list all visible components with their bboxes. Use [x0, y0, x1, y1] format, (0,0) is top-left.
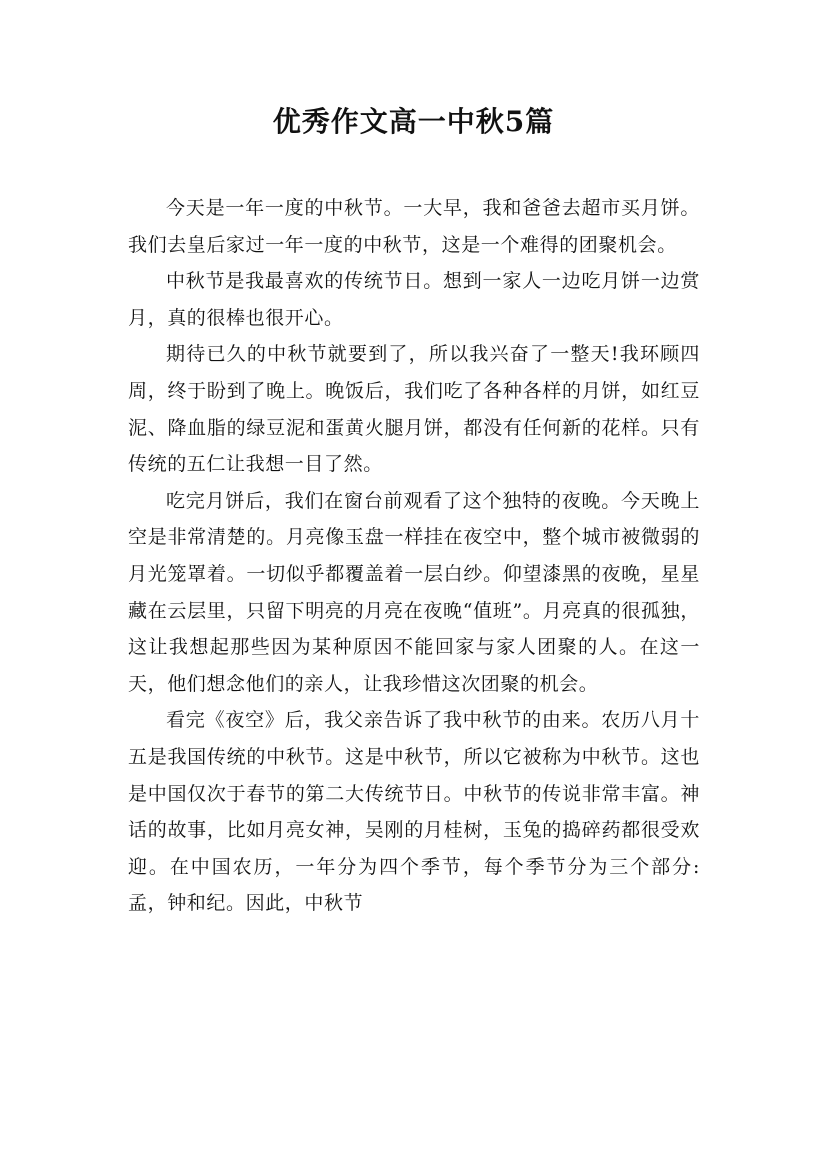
- document-title: 优秀作文高一中秋5篇: [272, 105, 555, 138]
- document-body: [128, 190, 700, 922]
- paragraph: 看完《夜空》后，我父亲告诉了我中秋节的由来。农历八月十五是我国传统的中秋节。这是中秋节，所以它被称为中秋节。这也是中国仅次于春节的第二大传统节日。中秋节的传说非常丰富。神话的故事，比如月亮女神，吴刚的月桂树，玉兔的捣碎药都很受欢迎。在中国农历，一年分为四个季节，每个季节分为三个部分:孟，钟和纪。因此，中秋节: [128, 709, 700, 915]
- paragraph: 今天是一年一度的中秋节。一大早，我和爸爸去超市买月饼。我们去皇后家过一年一度的中秋节，这是一个难得的团聚机会。: [128, 197, 700, 256]
- paragraph: 中秋节是我最喜欢的传统节日。想到一家人一边吃月饼一边赏月，真的很棒也很开心。: [128, 270, 700, 329]
- paragraph: 吃完月饼后，我们在窗台前观看了这个独特的夜晚。今天晚上空是非常清楚的。月亮像玉盘一样挂在夜空中，整个城市被微弱的月光笼罩着。一切似乎都覆盖着一层白纱。仰望漆黑的夜晚，星星藏在云层里，只留下明亮的月亮在夜晚“值班”。月亮真的很孤独，这让我想起那些因为某种原因不能回家与家人团聚的人。在这一天，他们想念他们的亲人，让我珍惜这次团聚的机会。: [128, 489, 700, 695]
- paragraph: 期待已久的中秋节就要到了，所以我兴奋了一整天!我环顾四周，终于盼到了晚上。晚饭后，我们吃了各种各样的月饼，如红豆泥、降血脂的绿豆泥和蛋黄火腿月饼，都没有任何新的花样。只有传统的五仁让我想一目了然。: [128, 343, 700, 476]
